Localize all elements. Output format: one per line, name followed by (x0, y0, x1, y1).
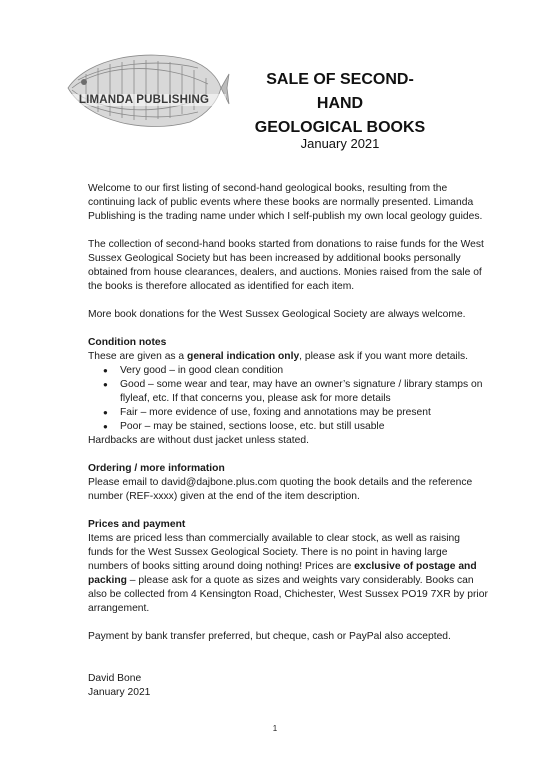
title-line-1: SALE OF SECOND-HAND (266, 71, 414, 112)
intro-paragraph: Welcome to our first listing of second-hand geological books, resulting from the continuing lack of public events where these books are normally presented. Limanda Publishing is the trading name under which I self-publish my own local geology guides. (88, 183, 483, 222)
page-number: 1 (272, 724, 278, 733)
condition-item-very-good: ● Very good – in good clean condition (120, 364, 488, 378)
ordering-paragraph: Please email to david@dajbone.plus.com quoting the book details and the reference number (REF-xxxx) given at the end of the item description. (88, 477, 473, 502)
condition-item-poor: ● Poor – may be stained, sections loose, etc. but still usable (120, 420, 488, 434)
page-title (245, 68, 435, 140)
flatfish-icon (58, 44, 230, 140)
condition-emphasis: general indication only (187, 351, 300, 362)
condition-item-fair: ● Fair – more evidence of use, foxing and annotations may be present (120, 406, 488, 420)
header-date: January 2021 (300, 136, 380, 151)
document-body (88, 182, 488, 700)
prices-heading: Prices and payment (88, 519, 186, 530)
donations-paragraph: More book donations for the West Sussex Geological Society are always welcome. (88, 309, 466, 320)
signature-name: David Bone (88, 673, 142, 684)
title-line-2: GEOLOGICAL BOOKS (254, 119, 426, 136)
payment-paragraph: Payment by bank transfer preferred, but cheque, cash or PayPal also accepted. (88, 631, 451, 642)
signature-block (88, 672, 488, 700)
condition-footer: Hardbacks are without dust jacket unless stated. (88, 435, 309, 446)
condition-intro: These are given as a general indication only, please ask if you want more details. (88, 351, 469, 362)
logo-text: LIMANDA PUBLISHING (62, 94, 226, 106)
condition-item-good: ● Good – some wear and tear, may have an owner’s signature / library stamps on flyleaf, etc. If that concerns you, please ask for more details (120, 378, 488, 406)
limanda-publishing-logo (58, 44, 230, 140)
condition-list (88, 364, 488, 434)
ordering-heading: Ordering / more information (88, 463, 225, 474)
condition-heading: Condition notes (88, 337, 167, 348)
signature-date: January 2021 (88, 687, 151, 698)
collection-paragraph: The collection of second-hand books started from donations to raise funds for the West Sussex Geological Society but has been increased by additional books personally obtained from house clearances, dealers, and auctions. Monies raised from the sale of the books is therefore allocated as identified for each item. (88, 239, 484, 292)
prices-paragraph: Items are priced less than commercially available to clear stock, as well as raising funds for the West Sussex Geological Society. There is no point in having large numbers of books sitting around doing nothing! Prices are exclusive of postage and packing – please ask for a quote as sizes and weights vary considerably. Books can also be collected from 4 Kensington Road, Chichester, West Sussex PO19 7XR by prior arrangement. (88, 533, 488, 614)
prices-emphasis: exclusive of postage and packing (88, 561, 477, 586)
